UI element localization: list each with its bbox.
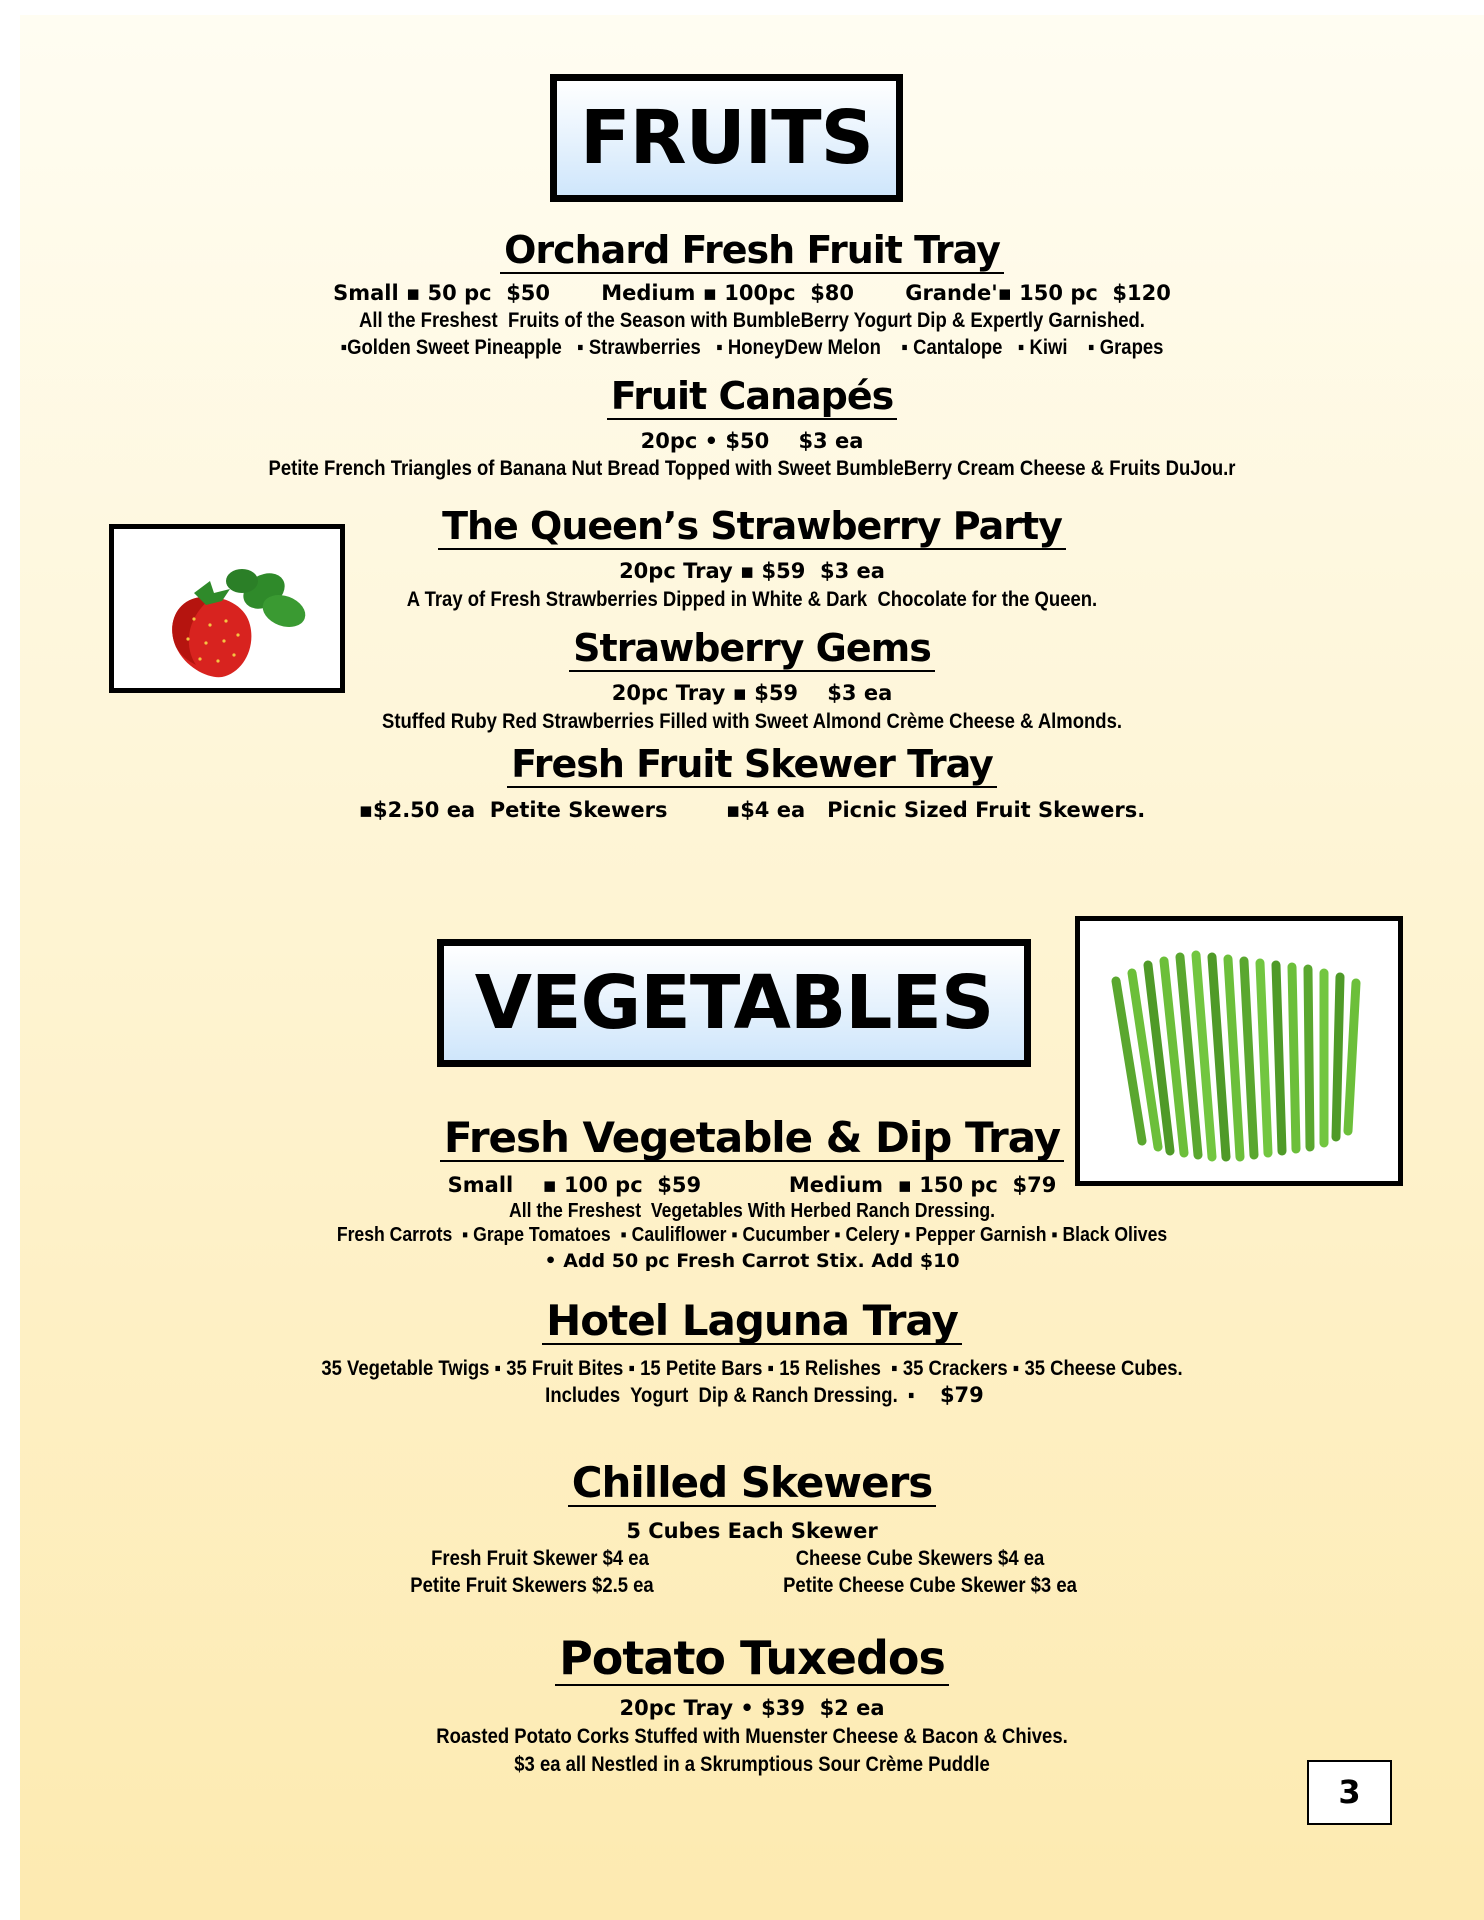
item-price: $79 [939, 1383, 984, 1407]
item-title: Orchard Fresh Fruit Tray [500, 228, 1004, 274]
item-prices: Small ▪ 50 pc $50 Medium ▪ 100pc $80 Grande'▪ 150 pc $120 [333, 281, 1171, 305]
item-prices: Small ▪ 100 pc $59 Medium ▪ 150 pc $79 [447, 1173, 1057, 1197]
item-prices: 20pc Tray • $39 $2 ea [619, 1696, 885, 1720]
vegetables-heading: VEGETABLES [474, 960, 994, 1046]
item-includes: Includes Yogurt Dip & Ranch Dressing. ▪ [545, 1384, 915, 1407]
item-queens-strawberry-party [20, 504, 1484, 550]
item-includes-line [20, 1382, 1484, 1409]
item-prices: 20pc Tray ▪ $59 $3 ea [619, 559, 885, 583]
item-description: All the Freshest Vegetables With Herbed Ranch Dressing. [509, 1200, 995, 1222]
item-description: All the Freshest Fruits of the Season with BumbleBerry Yogurt Dip & Expertly Garnished. [359, 309, 1145, 332]
item-title: Hotel Laguna Tray [542, 1299, 962, 1345]
item-fruit-canapes [20, 374, 1484, 420]
item-addon: • Add 50 pc Fresh Carrot Stix. Add $10 [544, 1250, 960, 1272]
item-vegetable-list: Fresh Carrots ▪ Grape Tomatoes ▪ Cauliflower ▪ Cucumber ▪ Celery ▪ Pepper Garnish ▪ Black Olives [336, 1224, 1168, 1246]
fruits-heading-box [550, 74, 903, 202]
item-fruit-list: ▪Golden Sweet Pineapple ▪ Strawberries ▪ HoneyDew Melon ▪ Cantalope ▪ Kiwi ▪ Grapes [340, 336, 1164, 359]
menu-page [20, 15, 1484, 1920]
item-title: Chilled Skewers [568, 1461, 937, 1507]
fruits-heading: FRUITS [580, 95, 873, 181]
vegetables-heading-box [437, 939, 1031, 1067]
item-description: Roasted Potato Corks Stuffed with Muenster Cheese & Bacon & Chives. [436, 1725, 1068, 1748]
item-potato-tuxedos [20, 1632, 1484, 1686]
item-title: Fresh Fruit Skewer Tray [507, 742, 997, 788]
item-fruit-skewer-tray [20, 742, 1484, 788]
page-number [1307, 1760, 1392, 1825]
item-title: Fruit Canapés [607, 374, 898, 420]
item-title: The Queen’s Strawberry Party [438, 504, 1066, 550]
item-orchard-tray [20, 228, 1484, 274]
item-description: Petite French Triangles of Banana Nut Bread Topped with Sweet BumbleBerry Cream Cheese & Fruits DuJou.r [268, 457, 1236, 480]
skewer-petite-fruit: Petite Fruit Skewers $2.5 ea [410, 1574, 654, 1597]
skewer-petite-cheese: Petite Cheese Cube Skewer $3 ea [783, 1574, 1077, 1597]
item-prices: 20pc • $50 $3 ea [640, 429, 864, 453]
item-description: A Tray of Fresh Strawberries Dipped in White & Dark Chocolate for the Queen. [406, 588, 1098, 611]
item-strawberry-gems [20, 626, 1484, 672]
item-title: Fresh Vegetable & Dip Tray [440, 1116, 1064, 1162]
item-description-2: $3 ea all Nestled in a Skrumptious Sour Crème Puddle [514, 1753, 990, 1776]
item-description: 35 Vegetable Twigs ▪ 35 Fruit Bites ▪ 15 Petite Bars ▪ 15 Relishes ▪ 35 Crackers ▪ 35 Cheese Cubes. [321, 1357, 1183, 1380]
item-vegetable-dip-tray [20, 1113, 1484, 1162]
item-subtitle: 5 Cubes Each Skewer [626, 1519, 878, 1543]
item-prices: 20pc Tray ▪ $59 $3 ea [611, 681, 893, 705]
skewer-fresh-fruit: Fresh Fruit Skewer $4 ea [431, 1547, 649, 1570]
item-chilled-skewers [20, 1458, 1484, 1507]
item-title: Potato Tuxedos [555, 1632, 949, 1686]
item-title: Strawberry Gems [569, 626, 935, 672]
skewer-cheese-cube: Cheese Cube Skewers $4 ea [795, 1547, 1045, 1570]
item-description: Stuffed Ruby Red Strawberries Filled with Sweet Almond Crème Cheese & Almonds. [381, 710, 1123, 733]
item-prices: ▪$2.50 ea Petite Skewers ▪$4 ea Picnic Sized Fruit Skewers. [358, 798, 1146, 822]
page-number-label: 3 [1338, 1773, 1361, 1811]
item-hotel-laguna-tray [20, 1296, 1484, 1345]
